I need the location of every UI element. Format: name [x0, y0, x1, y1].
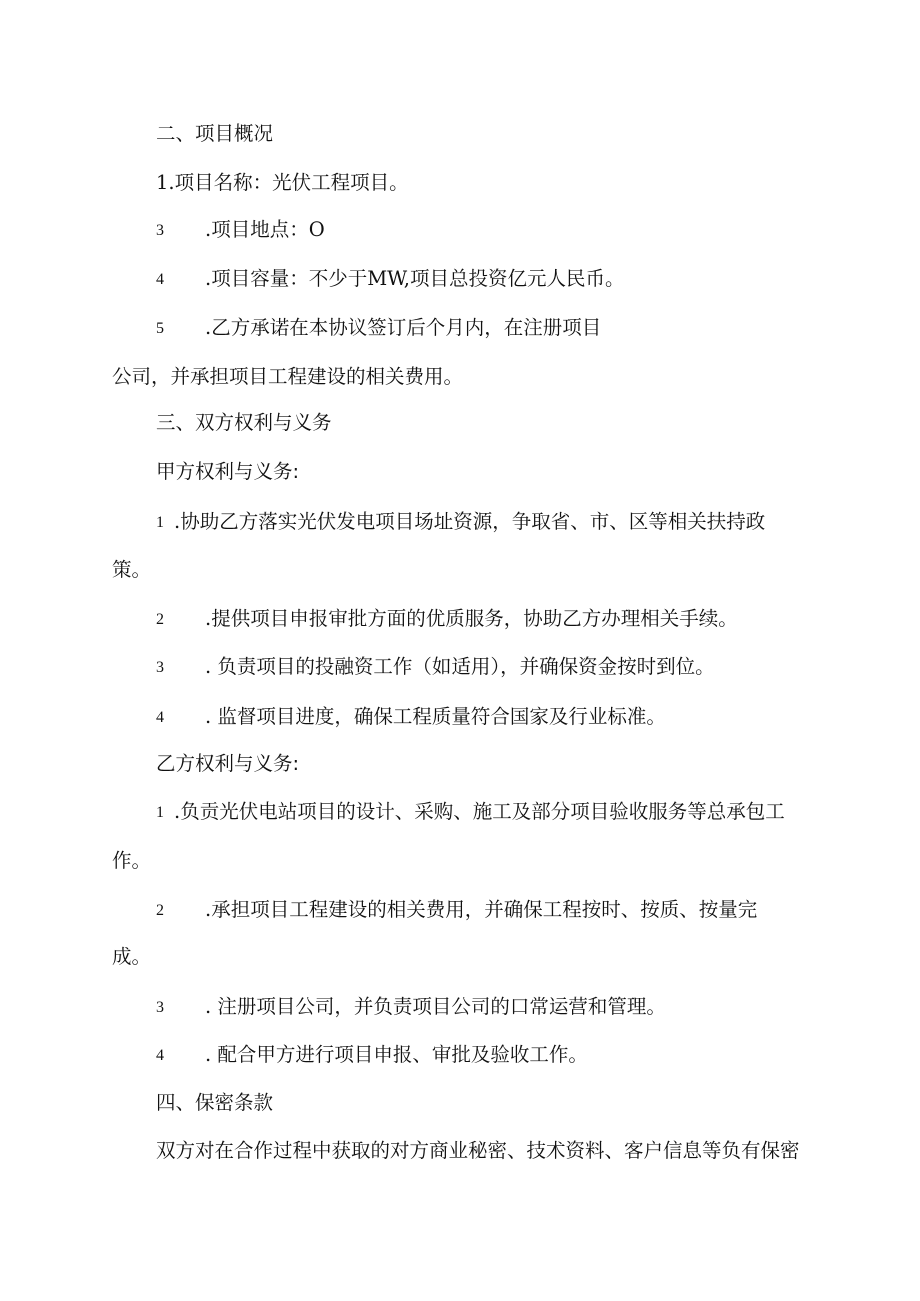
item-number: 3 [156, 222, 164, 239]
party-a-item-continued: 策。 [112, 558, 152, 581]
section-heading-project-overview: 二、项目概况 [156, 122, 274, 145]
item-number: 3 [156, 999, 164, 1016]
item-number: 4 [156, 1047, 164, 1064]
section-heading-rights-obligations: 三、双方权利与义务 [156, 411, 332, 434]
commitment-line-continued: 公司，并承担项目工程建设的相关费用。 [112, 365, 464, 388]
item-number: 2 [156, 611, 164, 628]
item-number: 2 [156, 902, 164, 919]
party-a-item: .协助乙方落实光伏发电项目场址资源，争取省、市、区等相关扶持政 [174, 510, 766, 533]
item-number: 3 [156, 659, 164, 676]
party-a-heading: 甲方权利与义务: [156, 460, 300, 483]
item-number: 4 [156, 271, 164, 288]
item-number: 5 [156, 320, 164, 337]
section-heading-confidentiality: 四、保密条款 [156, 1091, 274, 1114]
party-b-item-continued: 作。 [112, 849, 152, 872]
party-b-item: . 配合甲方进行项目申报、审批及验收工作。 [205, 1043, 588, 1066]
party-b-item-continued: 成。 [112, 945, 152, 968]
party-a-item: .提供项目申报审批方面的优质服务，协助乙方办理相关手续。 [205, 607, 738, 630]
party-b-item: . 注册项目公司，并负责项目公司的口常运营和管理。 [205, 995, 666, 1018]
party-a-item: . 负责项目的投融资工作（如适用），并确保资金按时到位。 [205, 655, 715, 678]
party-b-heading: 乙方权利与义务: [156, 752, 300, 775]
commitment-line: .乙方承诺在本协议签订后个月内，在注册项目 [205, 316, 602, 339]
party-b-item: .承担项目工程建设的相关费用，并确保工程按时、按质、按量完 [205, 898, 758, 921]
project-location-line: .项目地点：O [205, 218, 325, 241]
project-capacity-line: .项目容量：不少于MW,项目总投资亿元人民币。 [205, 267, 625, 290]
project-name-line: 1.项目名称：光伏工程项目。 [156, 171, 409, 194]
party-b-item: .负贡光伏电站项目的设计、采购、施工及部分项目验收服务等总承包工 [174, 800, 785, 823]
party-a-item: . 监督项目进度，确保工程质量符合国家及行业标准。 [205, 705, 666, 728]
confidentiality-paragraph: 双方对在合作过程中获取的对方商业秘密、技术资料、客户信息等负有保密 [156, 1139, 800, 1162]
item-number: 1 [156, 804, 164, 821]
item-number: 1 [156, 514, 164, 531]
item-number: 4 [156, 709, 164, 726]
